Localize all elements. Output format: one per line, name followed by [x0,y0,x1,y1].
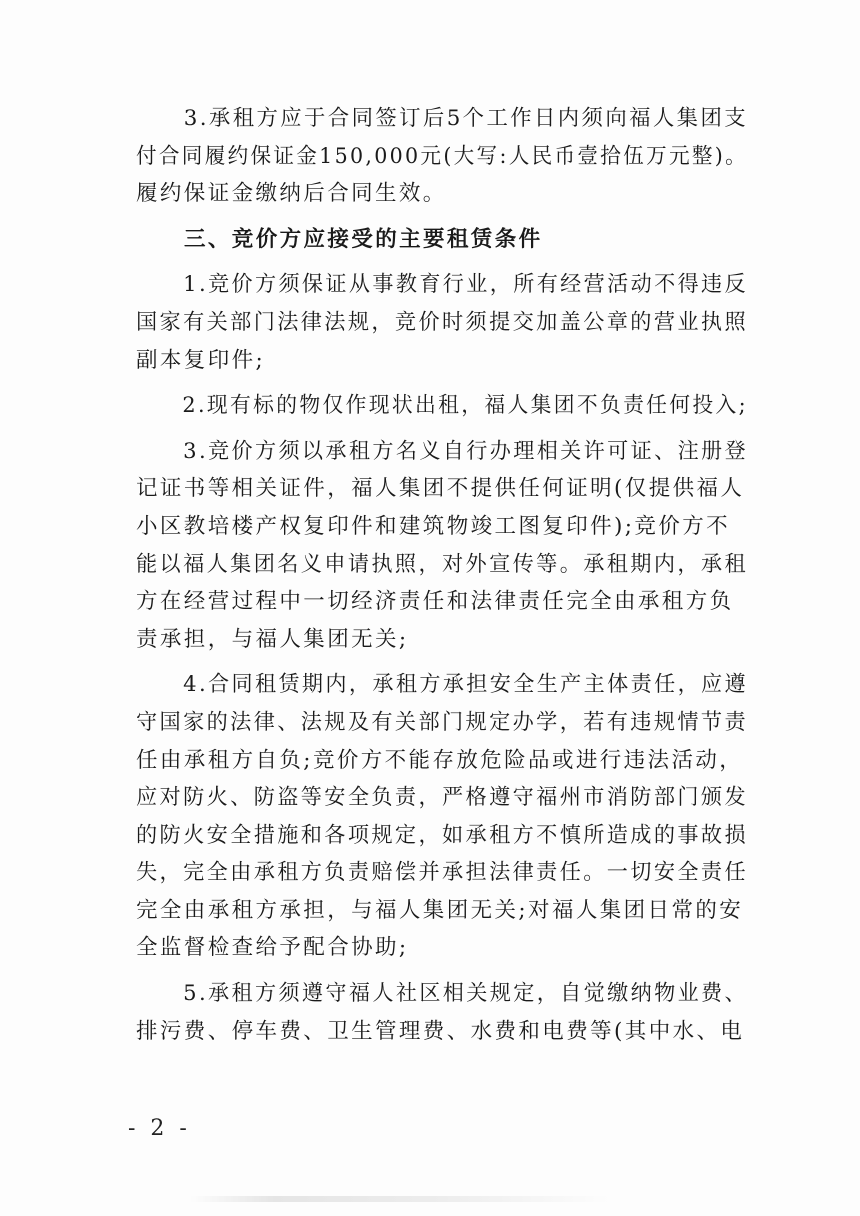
text-line: 2.现有标的物仅作现状出租，福人集团不负责任何投入; [182,393,748,419]
text-line: 方在经营过程中一切经济责任和法律责任完全由承租方负 [136,589,734,615]
text-line: 3.竞价方须以承租方名义自行办理相关许可证、注册登 [183,438,748,464]
scan-artifact [190,1196,610,1202]
text-line: 付合同履约保证金150,000元(大写:人民币壹拾伍万元整)。 [136,143,748,169]
text-line: 1.竞价方须保证从事教育行业，所有经营活动不得违反 [183,272,748,298]
page-number: - 2 - [128,1116,191,1141]
text-line: 记证书等相关证件，福人集团不提供任何证明(仅提供福人 [136,476,745,502]
text-line: 责承担，与福人集团无关; [136,626,409,652]
text-line: 能以福人集团名义申请执照，对外宣传等。承租期内，承租 [136,551,748,577]
paragraph [136,975,748,1050]
text-line: 任由承租方自负;竞价方不能存放危险品或进行违法活动， [136,747,744,773]
paragraph [136,100,748,213]
text-line: 全监督检查给予配合协助; [136,935,409,961]
text-line: 履约保证金缴纳后合同生效。 [136,181,447,207]
text-line: 副本复印件; [136,347,266,373]
text-line: 守国家的法律、法规及有关部门规定办学，若有违规情节责 [136,709,748,735]
text-line: 完全由承租方承担，与福人集团无关;对福人集团日常的安 [136,897,744,923]
paragraph [136,266,748,379]
text-line: 小区教培楼产权复印件和建筑物竣工图复印件);竞价方不 [136,513,731,539]
section-heading [136,221,748,259]
text-line: 失，完全由承租方负责赔偿并承担法律责任。一切安全责任 [136,860,748,886]
text-line: 5.承租方须遵守福人社区相关规定，自觉缴纳物业费、 [183,981,748,1007]
text-line: 排污费、停车费、卫生管理费、水费和电费等(其中水、电 [136,1018,745,1044]
text-line: 3.承租方应于合同签订后5个工作日内须向福人集团支 [183,106,748,131]
text-line: 的防火安全措施和各项规定，如承租方不慎所造成的事故损 [136,822,748,848]
text-line: 应对防火、防盗等安全负责，严格遵守福州市消防部门颁发 [136,785,748,811]
text-line: 4.合同租赁期内，承租方承担安全生产主体责任，应遵 [183,672,748,698]
paragraph [136,433,748,659]
text-line: 国家有关部门法律法规，竞价时须提交加盖公章的营业执照 [136,309,748,335]
text-line: 三、竞价方应接受的主要租赁条件 [184,226,543,252]
paragraph [136,387,748,425]
document-body [136,100,748,1058]
paragraph [136,666,748,967]
